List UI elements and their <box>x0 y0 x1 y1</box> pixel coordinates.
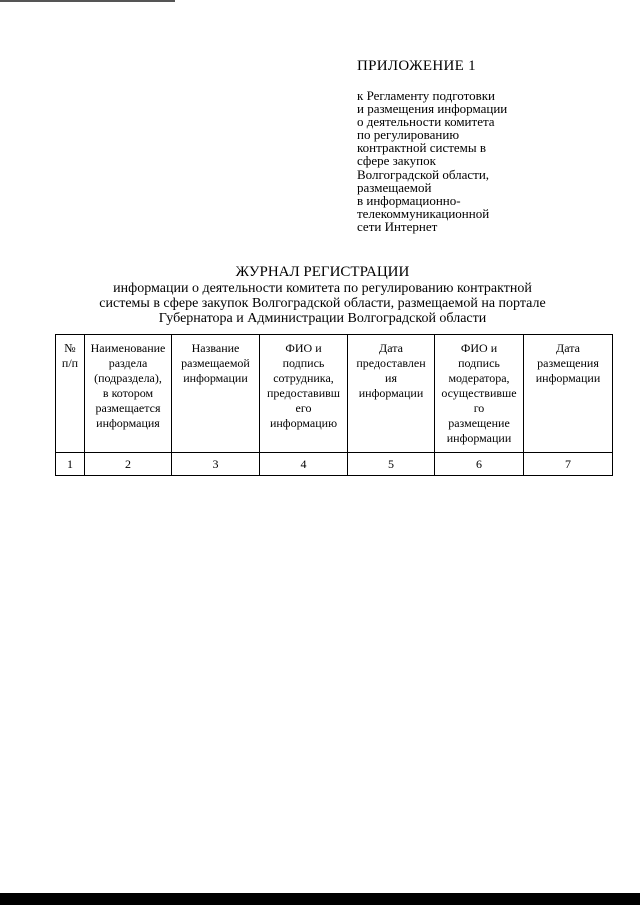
header-employee-signature: ФИО и подпись сотрудника, предоставивш его информацию <box>260 335 348 453</box>
header-number: № п/п <box>56 335 85 453</box>
column-number-cell: 7 <box>524 453 613 476</box>
appendix-block <box>357 58 597 233</box>
header-moderator-signature: ФИО и подпись модератора, осуществивше го размещение информации <box>435 335 524 453</box>
header-submission-date: Дата предоставлен ия информации <box>348 335 435 453</box>
header-publication-date: Дата размещения информации <box>524 335 613 453</box>
appendix-line: к Регламенту подготовки <box>357 88 495 103</box>
appendix-line: сфере закупок <box>357 153 436 169</box>
appendix-title: ПРИЛОЖЕНИЕ 1 <box>357 58 476 74</box>
column-number-cell: 6 <box>435 453 524 476</box>
journal-subtitle-line: Губернатора и Администрации Волгоградской области <box>158 311 487 326</box>
appendix-line: о деятельности комитета <box>357 114 495 130</box>
column-number-cell: 3 <box>172 453 260 476</box>
header-section-name: Наименование раздела (подраздела), в котором размещается информация <box>85 335 172 453</box>
journal-heading <box>60 264 585 326</box>
appendix-line: Волгоградской области, <box>357 166 490 182</box>
appendix-line: в информационно- <box>357 192 461 208</box>
registration-table <box>55 334 613 476</box>
appendix-line: телекоммуникационной <box>357 205 490 221</box>
journal-title: ЖУРНАЛ РЕГИСТРАЦИИ <box>235 264 410 280</box>
appendix-line: сети Интернет <box>357 218 438 234</box>
scan-bottom-edge <box>0 893 640 905</box>
table-number-row <box>56 453 613 476</box>
table-header-row <box>56 335 613 453</box>
journal-subtitle-line: системы в сфере закупок Волгоградской области, размещаемой на портале <box>99 296 546 311</box>
column-number-cell: 1 <box>56 453 85 476</box>
journal-subtitle-line: информации о деятельности комитета по регулированию контрактной <box>113 281 532 296</box>
appendix-line: и размещения информации <box>357 101 508 117</box>
column-number-cell: 5 <box>348 453 435 476</box>
header-info-title: Название размещаемой информации <box>172 335 260 453</box>
appendix-line: размещаемой <box>357 179 432 195</box>
scan-top-edge <box>0 0 175 2</box>
appendix-line: контрактной системы в <box>357 140 487 156</box>
appendix-line: по регулированию <box>357 127 460 143</box>
column-number-cell: 2 <box>85 453 172 476</box>
column-number-cell: 4 <box>260 453 348 476</box>
